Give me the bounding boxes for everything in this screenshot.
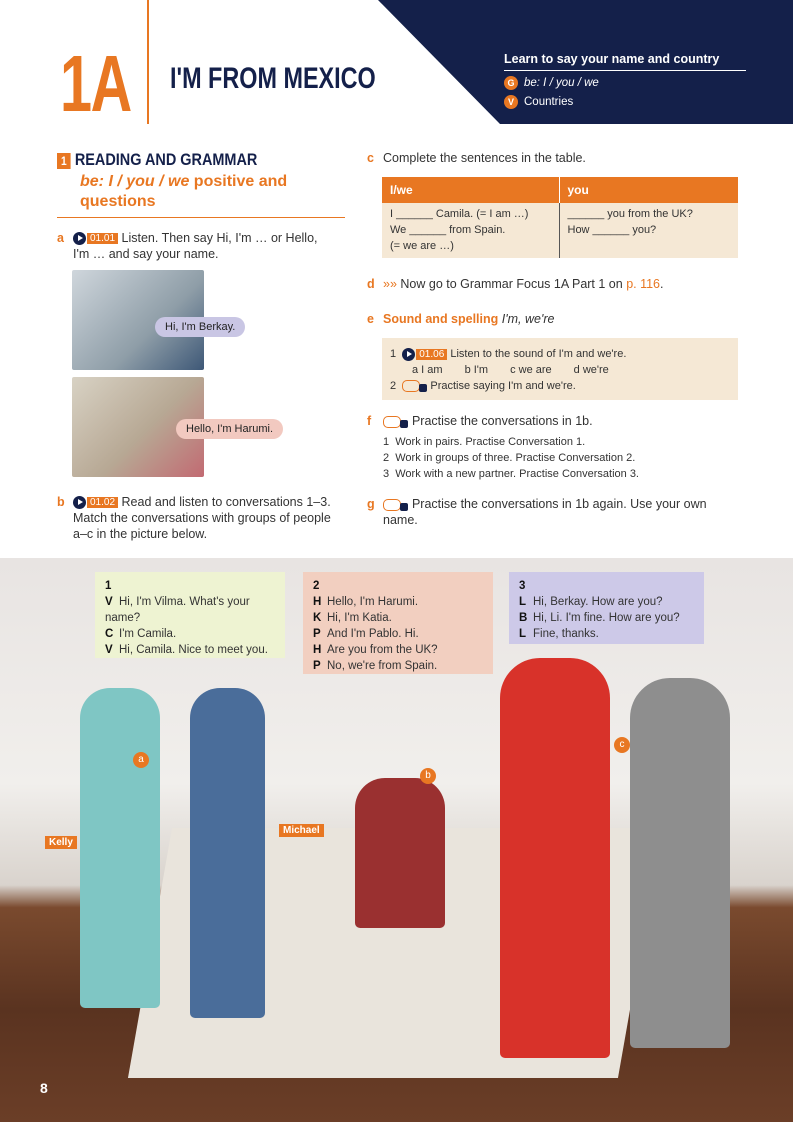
section-subtitle-italic: be: I / you / we xyxy=(80,173,190,190)
speaker: C xyxy=(105,628,114,640)
exercise-label: f xyxy=(367,414,372,428)
group-marker-a: a xyxy=(133,752,149,768)
option: b I'm xyxy=(464,364,489,376)
table-header: you xyxy=(567,183,589,197)
dialogue-line: Hi, Camila. Nice to meet you. xyxy=(119,644,268,656)
chevrons-icon: »» xyxy=(383,277,397,291)
person xyxy=(190,688,265,1018)
audio-code: 01.02 xyxy=(87,497,118,508)
option: d we're xyxy=(573,364,609,376)
table-cell: How ______ you? xyxy=(567,224,657,236)
exercise-e xyxy=(367,311,554,327)
group-marker-c: c xyxy=(614,737,630,753)
speaking-icon xyxy=(402,380,420,392)
dialogue-line: Hi, I'm Vilma. What's your name? xyxy=(105,596,250,624)
exercise-f-list xyxy=(383,434,639,482)
dialogue-line: I'm Camila. xyxy=(119,628,177,640)
page-title: I'M FROM MEXICO xyxy=(170,62,376,95)
exercise-f-text: Practise the conversations in 1b. xyxy=(411,414,593,428)
speaker: L xyxy=(519,628,527,640)
objective-grammar: be: I / you / we xyxy=(524,77,599,89)
exercise-f xyxy=(367,413,593,429)
conversation-3 xyxy=(509,572,704,644)
conversation-2 xyxy=(303,572,493,674)
objective-vocabulary: Countries xyxy=(524,96,574,108)
dialogue-line: And I'm Pablo. Hi. xyxy=(327,628,419,640)
list-item: Work in pairs. Practise Conversation 1. xyxy=(395,436,586,448)
play-icon xyxy=(402,348,415,361)
page-number: 8 xyxy=(40,1080,48,1096)
table-header: I/we xyxy=(382,177,559,203)
person xyxy=(630,678,730,1048)
section-number: 1 xyxy=(57,153,71,169)
exercise-b-text: Read and listen to conversations 1–3. Match the conversations with groups of people a–c in the picture below. xyxy=(73,495,331,541)
exercise-label: d xyxy=(367,277,375,291)
exercise-label: a xyxy=(57,231,64,245)
option: c we are xyxy=(510,364,552,376)
exercise-e-title: Sound and spelling xyxy=(383,312,499,326)
unit-number: 1A xyxy=(60,39,131,128)
play-icon xyxy=(73,232,86,245)
table-cell: ______ you from the UK? xyxy=(567,208,693,220)
dialogue-line: Fine, thanks. xyxy=(533,628,599,640)
sound-spelling-box xyxy=(382,338,738,400)
section-title: READING AND GRAMMAR xyxy=(74,150,258,169)
exercise-g-text: Practise the conversations in 1b again. Use your own name. xyxy=(383,497,707,527)
section-heading xyxy=(57,150,345,218)
table-cell: I ______ Camila. (= I am …) xyxy=(390,208,529,220)
dialogue-line: No, we're from Spain. xyxy=(327,660,438,672)
dialogue-line: Hi, Berkay. How are you? xyxy=(533,596,663,608)
speaker: V xyxy=(105,644,113,656)
speaking-icon xyxy=(383,499,401,511)
exercise-d xyxy=(367,276,664,292)
speech-bubble: Hello, I'm Harumi. xyxy=(176,419,283,439)
vocabulary-badge: V xyxy=(504,95,518,109)
exercise-b xyxy=(57,494,337,542)
speaker: L xyxy=(519,596,527,608)
audio-button[interactable] xyxy=(73,496,118,509)
table-cell: We ______ from Spain. xyxy=(390,224,506,236)
exercise-label: c xyxy=(367,151,374,165)
grammar-focus-link[interactable]: p. 116 xyxy=(626,277,661,291)
speech-bubble: Hi, I'm Berkay. xyxy=(155,317,245,337)
section-subtitle: positive and questions xyxy=(80,173,288,210)
audio-button[interactable] xyxy=(402,348,447,361)
dialogue-line: Hi, Li. I'm fine. How are you? xyxy=(533,612,680,624)
item-number: 3 xyxy=(383,468,390,480)
audio-button[interactable] xyxy=(73,232,118,245)
conversation-number: 3 xyxy=(519,580,526,592)
conversation-1 xyxy=(95,572,285,658)
dialogue-line: Are you from the UK? xyxy=(327,644,438,656)
speaker: P xyxy=(313,628,321,640)
speaker: H xyxy=(313,596,322,608)
speaker: V xyxy=(105,596,113,608)
table-cell: (= we are …) xyxy=(390,240,454,252)
speaker: H xyxy=(313,644,322,656)
exercise-label: e xyxy=(367,312,374,326)
item-number: 2 xyxy=(383,452,390,464)
list-item: Work in groups of three. Practise Conversation 2. xyxy=(395,452,636,464)
exercise-a-text: Listen. Then say Hi, I'm … or Hello, I'm … and say your name. xyxy=(73,231,318,261)
item-number: 1 xyxy=(383,436,390,448)
speaker: P xyxy=(313,660,321,672)
speaker: K xyxy=(313,612,322,624)
list-item: Work with a new partner. Practise Conversation 3. xyxy=(395,468,639,480)
person xyxy=(355,778,445,928)
conversation-number: 2 xyxy=(313,580,320,592)
name-tag-kelly: Kelly xyxy=(45,836,77,849)
punctuation: . xyxy=(660,277,664,291)
play-icon xyxy=(73,496,86,509)
dialogue-line: Hi, I'm Katia. xyxy=(327,612,392,624)
speaker: B xyxy=(519,612,528,624)
person xyxy=(500,658,610,1058)
exercise-label: b xyxy=(57,495,65,509)
exercise-g xyxy=(367,496,707,528)
objectives-box xyxy=(504,52,746,109)
grammar-table xyxy=(382,177,738,258)
item-number: 1 xyxy=(390,348,397,360)
item-number: 2 xyxy=(390,380,397,392)
name-tag-michael: Michael xyxy=(279,824,324,837)
conversation-number: 1 xyxy=(105,580,112,592)
person xyxy=(80,688,160,1008)
objectives-title: Learn to say your name and country xyxy=(504,52,746,71)
option: a I am xyxy=(412,364,443,376)
exercise-d-text: Now go to Grammar Focus 1A Part 1 on xyxy=(400,277,627,291)
speaking-icon xyxy=(383,416,401,428)
group-marker-b: b xyxy=(420,768,436,784)
exercise-c xyxy=(367,150,586,166)
divider xyxy=(147,0,149,124)
heading-rule xyxy=(57,217,345,218)
item-text: Listen to the sound of I'm and we're. xyxy=(450,348,627,360)
grammar-badge: G xyxy=(504,76,518,90)
item-text: Practise saying I'm and we're. xyxy=(430,380,576,392)
exercise-c-text: Complete the sentences in the table. xyxy=(383,151,586,165)
audio-code: 01.06 xyxy=(416,349,447,360)
exercise-label: g xyxy=(367,497,375,511)
dialogue-line: Hello, I'm Harumi. xyxy=(327,596,419,608)
exercise-e-focus: I'm, we're xyxy=(501,312,555,326)
exercise-a xyxy=(57,230,337,262)
audio-code: 01.01 xyxy=(87,233,118,244)
